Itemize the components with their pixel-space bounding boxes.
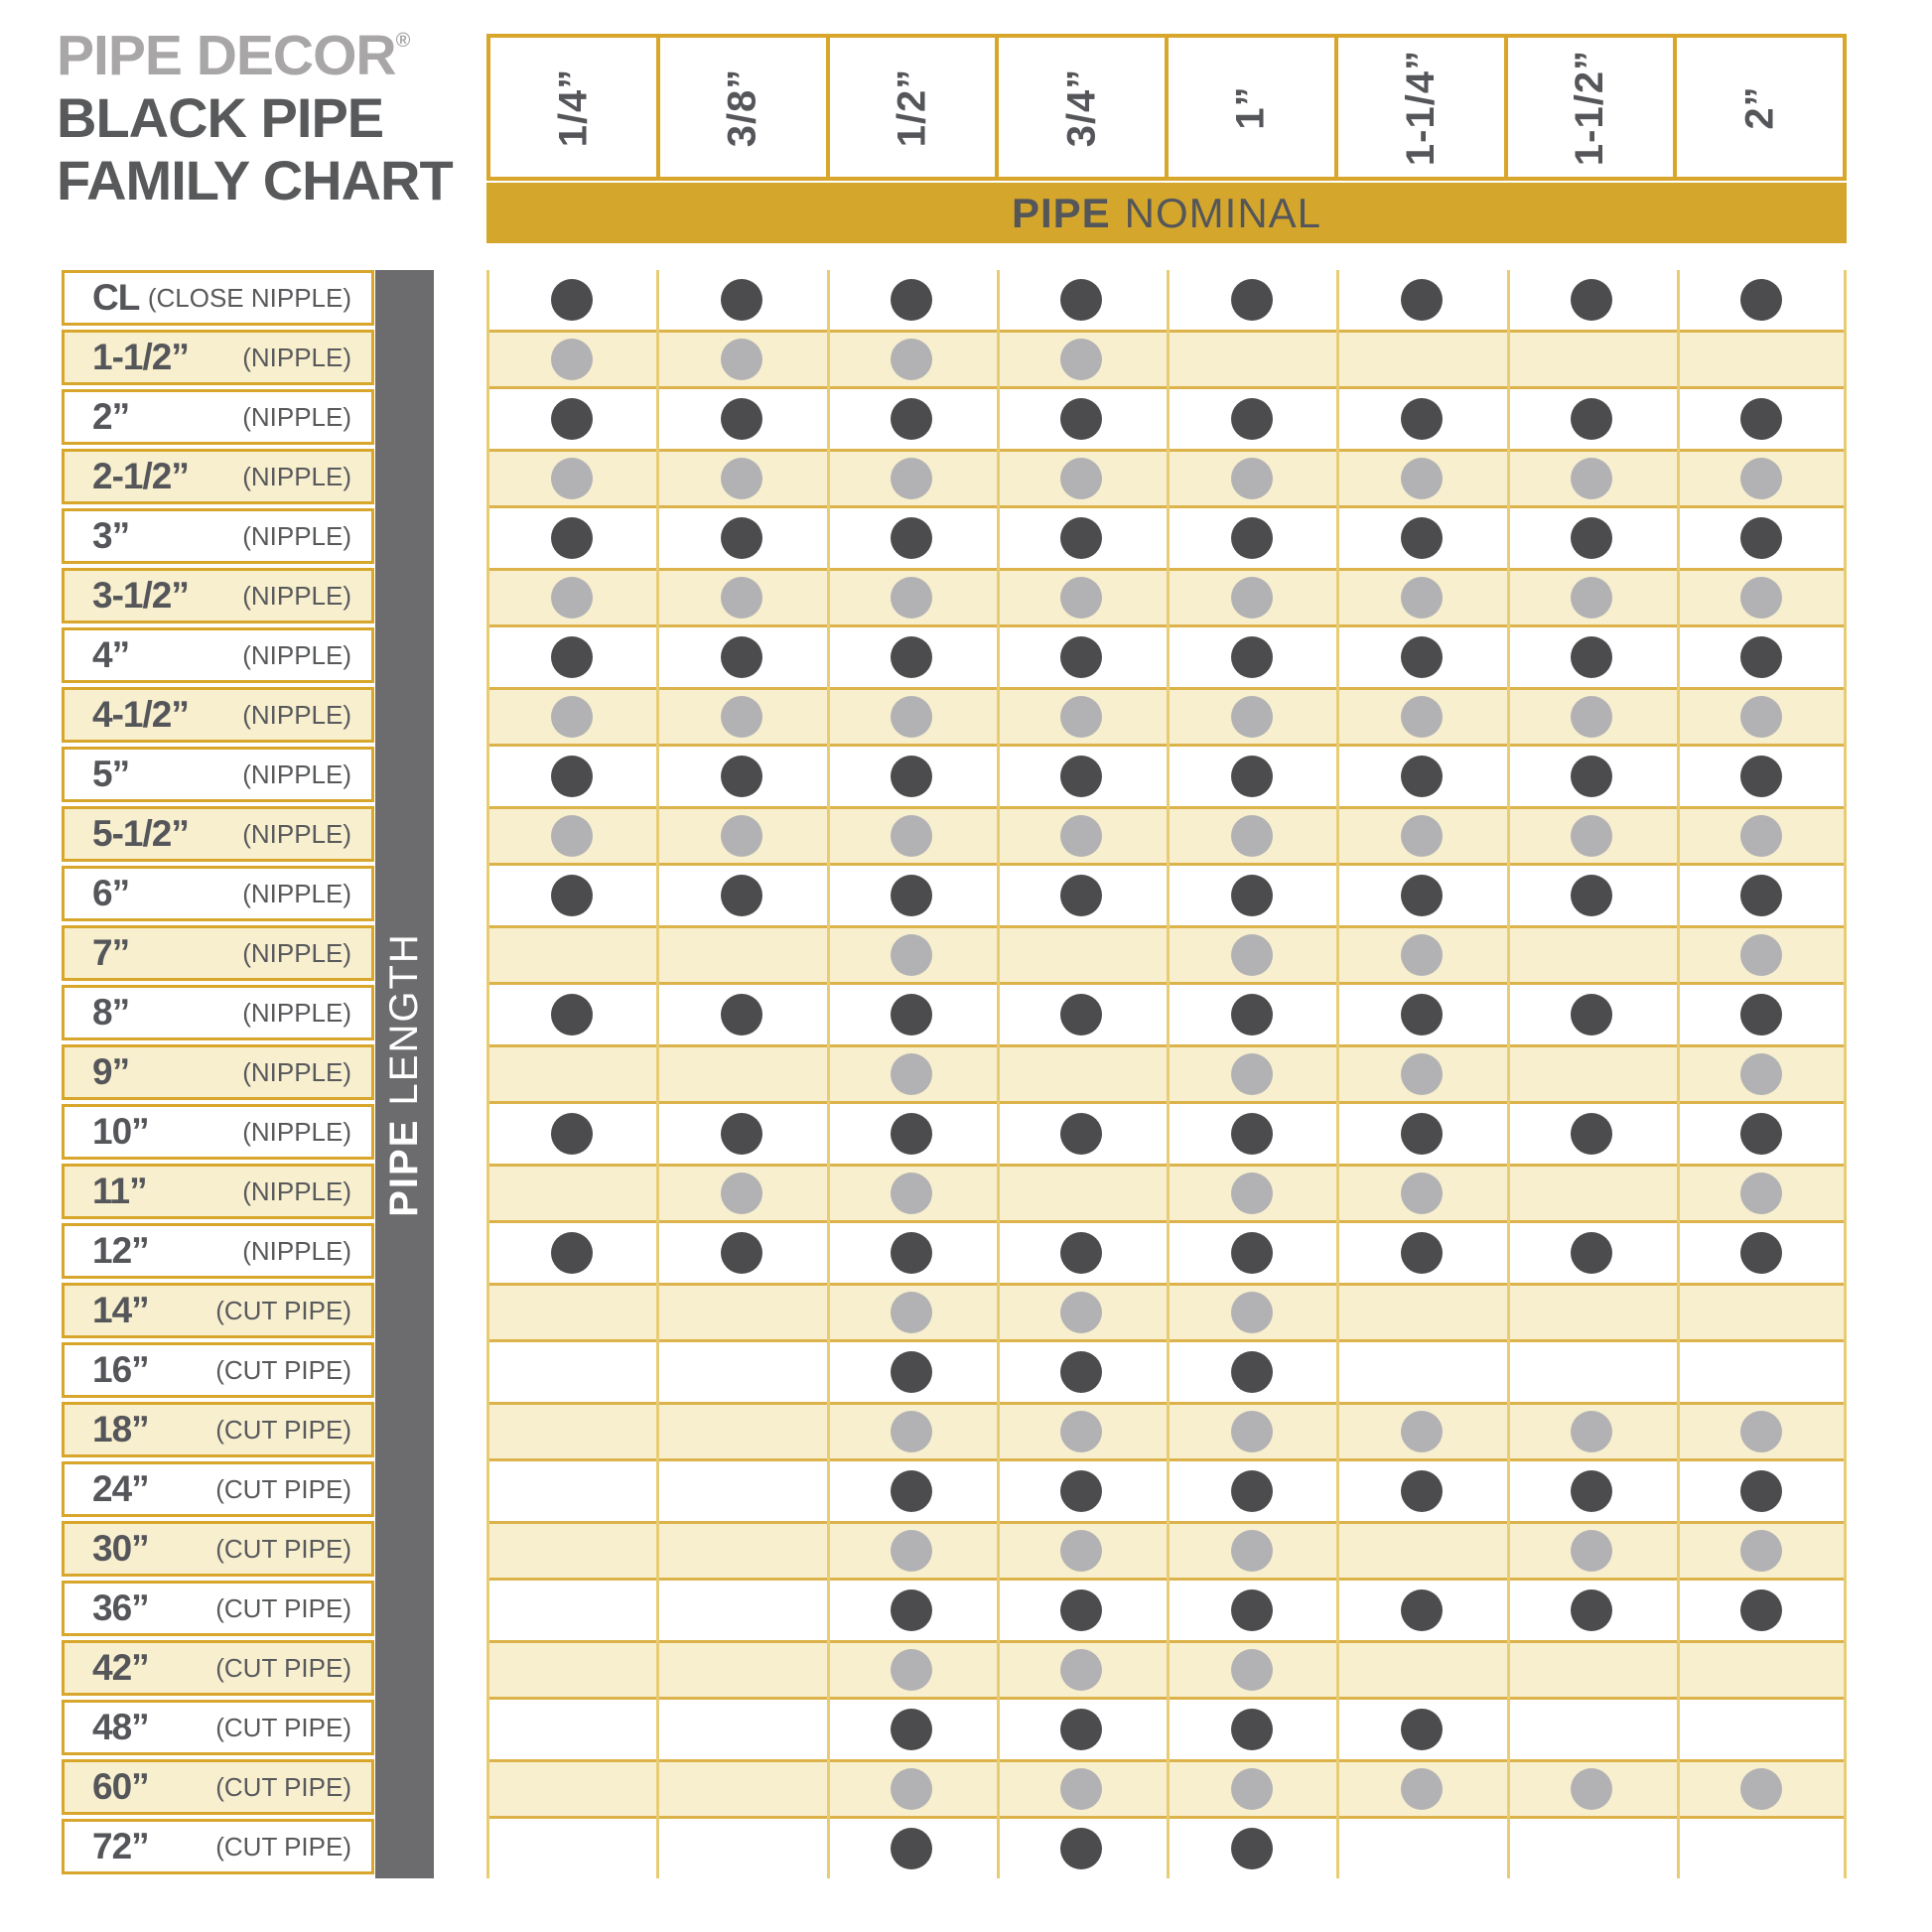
availability-dot: [1060, 398, 1102, 440]
row-type-note: (NIPPLE): [242, 878, 351, 908]
availability-dot: [551, 1113, 593, 1155]
availability-dot: [551, 339, 593, 380]
availability-dot: [1571, 636, 1612, 678]
availability-dot: [1060, 1113, 1102, 1155]
availability-dot: [1231, 517, 1273, 559]
row-size-label: 1-1/2”: [92, 337, 189, 377]
availability-dot: [1740, 815, 1782, 857]
row-size-label: 2-1/2”: [92, 456, 189, 496]
row-type-note: (CUT PIPE): [215, 1712, 351, 1742]
row-label: [62, 389, 374, 445]
availability-dot: [1740, 398, 1782, 440]
availability-dot: [721, 875, 762, 916]
grid-column-line: [1167, 270, 1170, 1878]
availability-dot: [1060, 636, 1102, 678]
availability-dot: [1740, 1530, 1782, 1572]
availability-dot: [551, 636, 593, 678]
availability-dot: [1231, 1173, 1273, 1214]
availability-dot: [1231, 1589, 1273, 1631]
availability-dot: [1060, 1649, 1102, 1691]
availability-dot: [1401, 398, 1443, 440]
row-size-label: 72”: [92, 1826, 149, 1866]
row-label: [62, 1104, 374, 1160]
row-label: [62, 1044, 374, 1100]
row-type-note: (NIPPLE): [242, 401, 351, 432]
availability-dot: [1060, 1709, 1102, 1750]
availability-dot: [551, 756, 593, 797]
grid-column-line: [656, 270, 659, 1878]
row-size-label: 4-1/2”: [92, 694, 189, 735]
row-type-note: (CUT PIPE): [215, 1592, 351, 1623]
availability-dot: [1060, 1232, 1102, 1274]
availability-dot: [1740, 517, 1782, 559]
availability-dot: [1571, 398, 1612, 440]
availability-dot: [1571, 279, 1612, 321]
row-label: [62, 1819, 374, 1874]
availability-dot: [1060, 279, 1102, 321]
availability-dot: [1231, 1828, 1273, 1869]
row-size-label: 2”: [92, 396, 130, 437]
row-size-label: CL: [92, 277, 140, 318]
availability-dot: [891, 1232, 932, 1274]
availability-dot: [551, 577, 593, 619]
pipe-length-label: [382, 932, 427, 1217]
column-header-cell: [1677, 38, 1843, 177]
availability-dot: [1060, 875, 1102, 916]
availability-dot: [1571, 517, 1612, 559]
row-type-note: (CLOSE NIPPLE): [147, 282, 351, 313]
row-type-note: (CUT PIPE): [215, 1652, 351, 1683]
availability-dot: [1231, 636, 1273, 678]
availability-dot: [721, 1173, 762, 1214]
row-type-note: (NIPPLE): [242, 1175, 351, 1206]
row-label: [62, 627, 374, 683]
row-size-label: 30”: [92, 1528, 149, 1569]
availability-dot: [1571, 1113, 1612, 1155]
availability-dot: [891, 1768, 932, 1810]
column-header-cell: [490, 38, 660, 177]
availability-dot: [891, 279, 932, 321]
availability-dot: [1231, 577, 1273, 619]
availability-dot: [1740, 458, 1782, 499]
brand-block: [57, 10, 453, 211]
availability-dot: [721, 756, 762, 797]
row-size-label: 5”: [92, 754, 130, 794]
row-type-note: (CUT PIPE): [215, 1473, 351, 1504]
availability-dot: [1740, 1470, 1782, 1512]
availability-dot: [891, 1649, 932, 1691]
availability-dot: [551, 815, 593, 857]
availability-dot: [1231, 1292, 1273, 1333]
grid-column-line: [486, 270, 489, 1878]
availability-dot: [891, 577, 932, 619]
row-type-note: (NIPPLE): [242, 461, 351, 491]
availability-dot: [1231, 875, 1273, 916]
row-size-label: 3”: [92, 515, 130, 556]
availability-dot: [1401, 815, 1443, 857]
page-title-line2: FAMILY CHART: [57, 149, 453, 211]
availability-dot: [1740, 1768, 1782, 1810]
row-type-note: (CUT PIPE): [215, 1414, 351, 1445]
row-size-label: 9”: [92, 1051, 130, 1092]
availability-dot: [1401, 756, 1443, 797]
availability-dot: [1401, 875, 1443, 916]
availability-dot: [1060, 1530, 1102, 1572]
row-label: [62, 985, 374, 1040]
column-header-label: 1/4”: [550, 68, 595, 147]
row-label: [62, 747, 374, 802]
availability-dot: [1401, 1589, 1443, 1631]
availability-dot: [891, 1709, 932, 1750]
availability-dot: [1231, 1470, 1273, 1512]
row-label: [62, 330, 374, 385]
column-header-label: 3/4”: [1059, 68, 1104, 147]
availability-dot: [1231, 1232, 1273, 1274]
row-label: [62, 1521, 374, 1577]
availability-dot: [1060, 1351, 1102, 1393]
row-size-label: 60”: [92, 1766, 149, 1807]
row-type-note: (CUT PIPE): [215, 1295, 351, 1325]
availability-dot: [1401, 577, 1443, 619]
row-label: [62, 568, 374, 623]
availability-dot: [1060, 1411, 1102, 1452]
availability-dot: [891, 1411, 932, 1452]
row-type-note: (CUT PIPE): [215, 1771, 351, 1802]
availability-dot: [891, 756, 932, 797]
availability-dot: [1740, 875, 1782, 916]
row-size-label: 11”: [92, 1171, 147, 1211]
availability-dot: [1740, 696, 1782, 738]
column-header-cell: [660, 38, 830, 177]
availability-dot: [551, 696, 593, 738]
row-type-note: (NIPPLE): [242, 699, 351, 730]
availability-dot: [1231, 994, 1273, 1035]
availability-dot: [1401, 279, 1443, 321]
availability-dot: [1231, 398, 1273, 440]
availability-dot: [1401, 696, 1443, 738]
row-label: [62, 1759, 374, 1815]
availability-dot: [1401, 1470, 1443, 1512]
availability-dot: [1740, 1113, 1782, 1155]
grid-column-line: [997, 270, 1000, 1878]
row-type-note: (NIPPLE): [242, 342, 351, 372]
row-type-note: (NIPPLE): [242, 1056, 351, 1087]
availability-dot: [1571, 577, 1612, 619]
availability-dot: [1060, 1470, 1102, 1512]
availability-dot: [891, 1470, 932, 1512]
availability-dot: [1571, 1530, 1612, 1572]
availability-dot: [1231, 1709, 1273, 1750]
availability-dot: [1571, 1589, 1612, 1631]
row-type-note: (CUT PIPE): [215, 1831, 351, 1862]
column-header-cell: [1508, 38, 1678, 177]
availability-dot: [1571, 756, 1612, 797]
row-label: [62, 449, 374, 504]
availability-dot: [1060, 696, 1102, 738]
availability-dot: [721, 458, 762, 499]
row-size-label: 48”: [92, 1707, 149, 1747]
availability-dot: [721, 636, 762, 678]
availability-dot: [1740, 636, 1782, 678]
availability-dot: [1231, 1411, 1273, 1452]
row-size-label: 5-1/2”: [92, 813, 189, 854]
row-size-label: 14”: [92, 1290, 149, 1330]
row-type-note: (NIPPLE): [242, 1235, 351, 1266]
row-label: [62, 1581, 374, 1636]
column-header-label: 1”: [1228, 84, 1273, 130]
availability-dot: [1401, 1709, 1443, 1750]
column-header-cell: [1338, 38, 1508, 177]
availability-dot: [1060, 458, 1102, 499]
availability-dot: [1401, 1768, 1443, 1810]
pipe-nominal-regular: NOMINAL: [1124, 189, 1322, 236]
availability-dot: [1740, 1232, 1782, 1274]
row-label: [62, 866, 374, 921]
availability-dot: [891, 1828, 932, 1869]
availability-dot: [1231, 1530, 1273, 1572]
row-type-note: (NIPPLE): [242, 580, 351, 611]
availability-dot: [891, 1292, 932, 1333]
availability-dot: [891, 339, 932, 380]
availability-dot: [1571, 994, 1612, 1035]
availability-dot: [1571, 1768, 1612, 1810]
availability-dot: [1231, 279, 1273, 321]
availability-dot: [891, 1589, 932, 1631]
row-size-label: 12”: [92, 1230, 149, 1271]
availability-dot: [1401, 636, 1443, 678]
column-header-label: 2”: [1737, 84, 1782, 130]
availability-dot: [1740, 1053, 1782, 1095]
row-label: [62, 1700, 374, 1755]
row-type-note: (NIPPLE): [242, 520, 351, 551]
availability-dot: [721, 1232, 762, 1274]
grid-column-line: [1507, 270, 1510, 1878]
availability-dot: [1231, 756, 1273, 797]
availability-dot: [1060, 1292, 1102, 1333]
column-header-cell: [830, 38, 1000, 177]
availability-dot: [891, 636, 932, 678]
availability-dot: [551, 1232, 593, 1274]
availability-dot: [1401, 1411, 1443, 1452]
row-type-note: (NIPPLE): [242, 997, 351, 1028]
availability-dot: [891, 696, 932, 738]
row-size-label: 7”: [92, 932, 130, 973]
availability-dot: [1401, 1232, 1443, 1274]
row-type-note: (CUT PIPE): [215, 1354, 351, 1385]
row-label: [62, 806, 374, 862]
availability-dot: [551, 279, 593, 321]
availability-dot: [1060, 815, 1102, 857]
row-label: [62, 1402, 374, 1457]
column-header-cell: [999, 38, 1169, 177]
column-header-cell: [1169, 38, 1338, 177]
row-size-label: 4”: [92, 634, 130, 675]
row-size-label: 42”: [92, 1647, 149, 1688]
availability-dot: [1060, 1768, 1102, 1810]
availability-dot: [1231, 696, 1273, 738]
availability-dot: [1571, 1470, 1612, 1512]
availability-dot: [1231, 458, 1273, 499]
row-size-label: 6”: [92, 873, 130, 913]
availability-dot: [891, 1173, 932, 1214]
column-header-label: 1/2”: [890, 68, 934, 147]
page-title-line1: BLACK PIPE: [57, 86, 384, 149]
row-label: [62, 1164, 374, 1219]
availability-dot: [1401, 1113, 1443, 1155]
column-header-label: 1-1/4”: [1398, 49, 1443, 166]
availability-dot: [721, 815, 762, 857]
availability-dot: [891, 1113, 932, 1155]
availability-dot: [721, 577, 762, 619]
availability-dot: [891, 815, 932, 857]
availability-dot: [1231, 1768, 1273, 1810]
row-type-note: (NIPPLE): [242, 937, 351, 968]
availability-dot: [1231, 1351, 1273, 1393]
row-type-note: (NIPPLE): [242, 639, 351, 670]
grid-column-line: [827, 270, 830, 1878]
brand-logo-text: PIPE DECOR: [57, 24, 396, 87]
availability-dot: [551, 994, 593, 1035]
column-header-label: 3/8”: [720, 68, 764, 147]
pipe-length-band: [375, 270, 434, 1878]
row-label: [62, 1223, 374, 1279]
grid-column-line: [1844, 270, 1847, 1878]
row-type-note: (CUT PIPE): [215, 1533, 351, 1564]
availability-dot: [891, 1053, 932, 1095]
availability-dot: [721, 517, 762, 559]
availability-dot: [721, 696, 762, 738]
availability-dot: [1231, 934, 1273, 976]
availability-dot: [1401, 934, 1443, 976]
availability-dot: [551, 517, 593, 559]
availability-dot: [1740, 279, 1782, 321]
availability-dot: [891, 1530, 932, 1572]
availability-dot: [1571, 875, 1612, 916]
availability-dot: [1231, 1053, 1273, 1095]
availability-dot: [1401, 1053, 1443, 1095]
availability-grid: [486, 270, 1847, 1878]
row-label: [62, 508, 374, 564]
availability-dot: [1060, 756, 1102, 797]
availability-dot: [1060, 1828, 1102, 1869]
row-size-label: 10”: [92, 1111, 149, 1152]
row-label: [62, 1283, 374, 1338]
availability-dot: [1060, 994, 1102, 1035]
availability-dot: [1060, 339, 1102, 380]
availability-dot: [1740, 577, 1782, 619]
brand-logo: [57, 10, 453, 86]
row-size-label: 3-1/2”: [92, 575, 189, 616]
availability-dot: [891, 934, 932, 976]
row-label: [62, 1461, 374, 1517]
row-size-label: 16”: [92, 1349, 149, 1390]
availability-dot: [1571, 1411, 1612, 1452]
availability-dot: [1740, 934, 1782, 976]
availability-dot: [721, 398, 762, 440]
availability-dot: [1060, 577, 1102, 619]
availability-dot: [1740, 994, 1782, 1035]
row-label: [62, 925, 374, 981]
row-size-label: 36”: [92, 1587, 149, 1628]
availability-dot: [721, 339, 762, 380]
availability-dot: [1231, 815, 1273, 857]
grid-column-line: [1677, 270, 1680, 1878]
availability-dot: [1401, 458, 1443, 499]
availability-dot: [1571, 1232, 1612, 1274]
availability-dot: [721, 279, 762, 321]
row-type-note: (NIPPLE): [242, 818, 351, 849]
row-label: [62, 270, 374, 326]
availability-dot: [721, 994, 762, 1035]
availability-dot: [1571, 696, 1612, 738]
pipe-nominal-band: [486, 183, 1847, 243]
pipe-nominal-bold: PIPE: [1011, 189, 1111, 236]
availability-dot: [891, 517, 932, 559]
availability-dot: [891, 1351, 932, 1393]
availability-dot: [1740, 1411, 1782, 1452]
availability-dot: [721, 1113, 762, 1155]
column-header-label: 1-1/2”: [1568, 49, 1612, 166]
availability-dot: [1740, 756, 1782, 797]
row-type-note: (NIPPLE): [242, 1116, 351, 1147]
row-label: [62, 687, 374, 743]
availability-dot: [1060, 1589, 1102, 1631]
availability-dot: [1740, 1589, 1782, 1631]
row-label: [62, 1342, 374, 1398]
row-size-label: 18”: [92, 1409, 149, 1449]
row-size-label: 24”: [92, 1468, 149, 1509]
pipe-length-regular-text: LENGTH: [382, 931, 426, 1105]
availability-dot: [1231, 1113, 1273, 1155]
availability-dot: [1740, 1173, 1782, 1214]
row-label-column: [62, 270, 374, 1878]
availability-dot: [1401, 994, 1443, 1035]
row-label: [62, 1640, 374, 1696]
availability-dot: [891, 398, 932, 440]
row-size-label: 8”: [92, 992, 130, 1033]
availability-dot: [551, 875, 593, 916]
grid-column-line: [1336, 270, 1339, 1878]
availability-dot: [1231, 1649, 1273, 1691]
availability-dot: [1060, 517, 1102, 559]
availability-dot: [1571, 815, 1612, 857]
availability-dot: [551, 458, 593, 499]
column-headers: [486, 34, 1847, 181]
availability-dot: [1571, 458, 1612, 499]
pipe-length-bold: PIPE: [382, 1118, 426, 1217]
row-type-note: (NIPPLE): [242, 759, 351, 789]
registered-mark: ®: [395, 30, 410, 52]
availability-dot: [1401, 517, 1443, 559]
availability-dot: [891, 458, 932, 499]
availability-dot: [1401, 1173, 1443, 1214]
availability-dot: [891, 994, 932, 1035]
availability-dot: [551, 398, 593, 440]
availability-dot: [891, 875, 932, 916]
